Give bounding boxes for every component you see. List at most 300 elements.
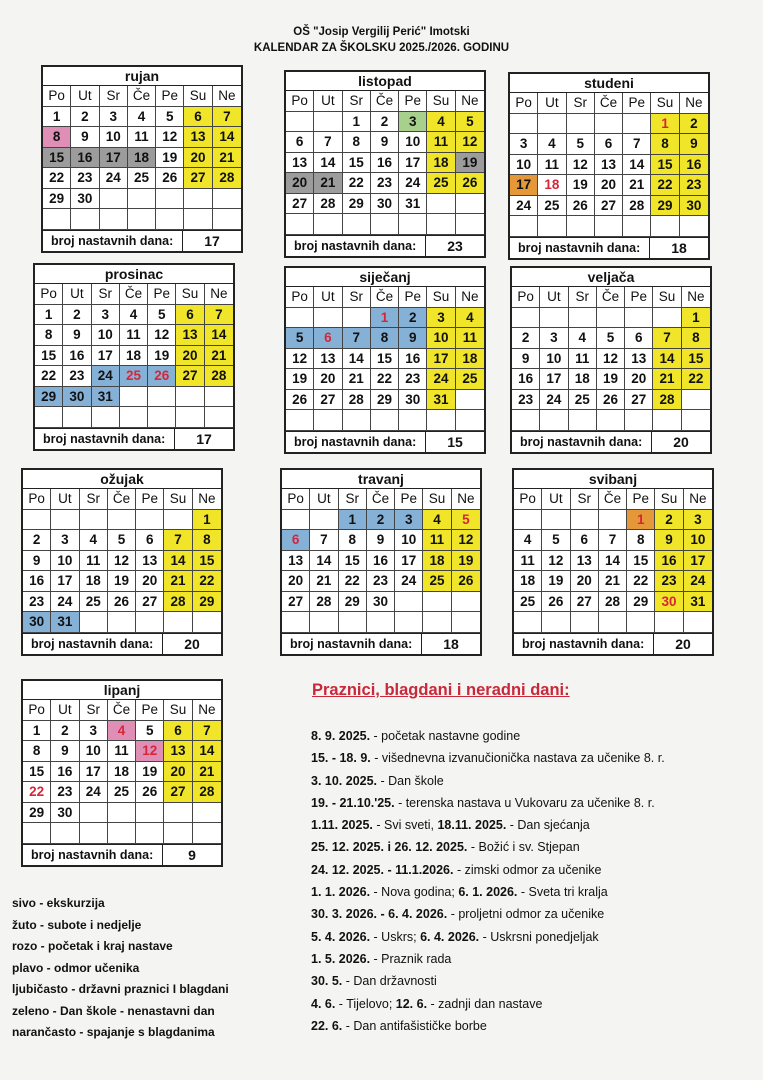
weekday-header: Ut [540,287,568,308]
empty-cell [108,823,136,844]
weekday-header: Su [655,489,683,510]
day-cell: 13 [136,551,164,572]
weekday-header: Sr [339,489,367,510]
day-cell: 16 [367,551,395,572]
teaching-days-row [282,633,480,654]
day-cell: 24 [540,390,568,411]
day-cell: 17 [510,175,538,196]
holiday-date: 6. 4. 2026. [420,929,480,944]
weekday-header: Su [423,489,451,510]
day-cell: 26 [597,390,625,411]
empty-cell [51,823,79,844]
day-cell: 14 [599,551,627,572]
holiday-description: - zadnji dan nastave [427,996,543,1011]
day-cell: 24 [100,168,128,189]
day-cell: 2 [655,510,683,531]
month-veljaca [510,266,712,454]
empty-cell [205,387,233,408]
day-cell: 20 [184,148,212,169]
weekday-header: Če [108,700,136,721]
color-legend [12,893,229,1044]
day-cell: 22 [35,366,63,387]
day-cell: 18 [569,369,597,390]
weekday-header: Su [176,284,204,305]
day-cell: 7 [213,107,241,128]
day-cell: 5 [286,328,314,349]
empty-cell [193,803,221,824]
day-cell: 2 [23,530,51,551]
day-cell: 14 [164,551,192,572]
holidays-title: Praznici, blagdani i neradni dani: [312,681,570,699]
day-cell: 31 [92,387,120,408]
weekday-header: Če [108,489,136,510]
weekday-header: Su [653,287,681,308]
day-cell: 26 [456,173,484,194]
day-cell: 21 [623,175,651,196]
day-cell: 1 [193,510,221,531]
empty-cell [148,387,176,408]
holiday-description: - višednevna izvanučionička nastava za učenike 8. r. [370,751,665,766]
day-cell: 6 [164,721,192,742]
empty-cell [569,308,597,329]
day-cell: 10 [92,325,120,346]
day-cell: 12 [597,349,625,370]
day-cell: 26 [567,196,595,217]
weekday-header: Če [120,284,148,305]
day-cell: 28 [193,782,221,803]
holiday-item [311,1015,756,1037]
holiday-date: 22. 6. [311,1018,343,1033]
teaching-days-row [286,235,484,256]
legend-item: rozo - početak i kraj nastave [12,939,173,953]
day-cell: 21 [164,571,192,592]
day-cell: 25 [514,592,542,613]
weekday-header: Su [427,287,455,308]
day-cell: 28 [205,366,233,387]
day-cell: 18 [80,571,108,592]
empty-cell [423,612,451,633]
empty-cell [184,189,212,210]
empty-cell [514,612,542,633]
day-cell: 1 [651,114,679,135]
school-name: OŠ "Josip Vergilij Perić" Imotski [293,26,470,38]
empty-cell [80,803,108,824]
day-cell: 9 [23,551,51,572]
day-cell: 26 [136,782,164,803]
holiday-date: 19. - 21.10.'25. [311,795,395,810]
teaching-days-row [43,230,241,251]
empty-cell [136,803,164,824]
day-cell: 4 [423,510,451,531]
day-cell: 18 [423,551,451,572]
day-cell: 22 [627,571,655,592]
month-name: rujan [43,67,241,86]
empty-cell [23,510,51,531]
teaching-days-count: 23 [447,237,463,254]
day-cell: 24 [92,366,120,387]
day-cell: 23 [63,366,91,387]
empty-cell [314,214,342,235]
empty-cell [136,823,164,844]
day-cell: 8 [627,530,655,551]
weekday-header: Po [23,489,51,510]
day-cell: 23 [399,369,427,390]
day-cell: 18 [128,148,156,169]
day-cell: 7 [314,132,342,153]
day-cell: 24 [80,782,108,803]
holiday-date: 8. 9. 2025. [311,729,371,743]
day-cell: 19 [156,148,184,169]
day-cell: 18 [538,175,566,196]
day-cell: 22 [43,168,71,189]
day-cell: 22 [682,369,710,390]
weekday-header: Po [514,489,542,510]
day-cell: 18 [108,762,136,783]
day-cell: 30 [367,592,395,613]
day-cell: 8 [43,127,71,148]
holiday-description: - Božić i sv. Stjepan [467,840,580,855]
day-cell: 12 [456,132,484,153]
holiday-date: 6. 1. 2026. [458,885,518,900]
weekday-header: Ut [51,700,79,721]
day-cell: 3 [427,308,455,329]
empty-cell [542,510,570,531]
day-cell: 15 [343,153,371,174]
empty-cell [653,308,681,329]
day-cell: 4 [427,112,455,133]
holiday-description: - Svi sveti, [372,818,438,833]
empty-cell [682,390,710,411]
day-cell: 8 [35,325,63,346]
day-cell: 3 [100,107,128,128]
day-cell: 14 [653,349,681,370]
empty-cell [456,410,484,431]
day-cell: 27 [595,196,623,217]
day-cell: 15 [339,551,367,572]
empty-cell [205,407,233,428]
weekday-header: Ne [193,489,221,510]
empty-cell [128,189,156,210]
teaching-days-label: broj nastavnih dana: [514,634,654,654]
teaching-days-count: 18 [443,635,459,652]
holiday-description: - Sveta tri kralja [517,885,608,900]
day-cell: 2 [63,305,91,326]
empty-cell [120,407,148,428]
day-cell: 20 [571,571,599,592]
day-cell: 22 [371,369,399,390]
weekday-header: Ut [310,489,338,510]
month-name: listopad [286,72,484,91]
day-cell: 30 [655,592,683,613]
weekday-header: Ne [684,489,712,510]
weekday-header: Su [164,489,192,510]
day-grid [286,287,484,431]
empty-cell [599,612,627,633]
month-name: veljača [512,268,710,287]
day-cell: 30 [23,612,51,633]
empty-cell [427,214,455,235]
empty-cell [623,216,651,237]
day-cell: 31 [51,612,79,633]
holiday-description: - Uskrs; [370,929,421,944]
empty-cell [423,592,451,613]
day-cell: 30 [51,803,79,824]
day-cell: 24 [510,196,538,217]
day-cell: 28 [314,194,342,215]
weekday-header: Če [597,287,625,308]
empty-cell [314,112,342,133]
day-cell: 21 [213,148,241,169]
day-cell: 4 [80,530,108,551]
weekday-header: Su [164,700,192,721]
day-cell: 22 [193,571,221,592]
weekday-header: Po [23,700,51,721]
day-cell: 10 [100,127,128,148]
empty-cell [427,194,455,215]
day-cell: 25 [128,168,156,189]
day-cell: 29 [371,390,399,411]
day-cell: 17 [100,148,128,169]
empty-cell [395,612,423,633]
empty-cell [176,387,204,408]
day-cell: 15 [23,762,51,783]
day-cell: 21 [205,346,233,367]
day-cell: 28 [653,390,681,411]
holiday-item [311,836,756,858]
day-cell: 13 [286,153,314,174]
teaching-days-count: 17 [196,430,212,447]
weekday-header: Ne [680,93,708,114]
day-cell: 29 [651,196,679,217]
weekday-header: Sr [92,284,120,305]
holiday-date: 5. 4. 2026. [311,929,371,944]
empty-cell [653,410,681,431]
weekday-header: Sr [567,93,595,114]
empty-cell [540,308,568,329]
holiday-item [311,926,756,948]
teaching-days-count: 20 [673,433,689,450]
empty-cell [164,803,192,824]
weekday-header: Sr [80,700,108,721]
day-cell: 6 [571,530,599,551]
holiday-item [311,948,756,970]
day-cell: 16 [680,155,708,176]
day-cell: 21 [314,173,342,194]
day-cell: 12 [156,127,184,148]
day-cell: 25 [456,369,484,390]
day-cell: 9 [71,127,99,148]
day-cell: 12 [108,551,136,572]
weekday-header: Sr [571,489,599,510]
weekday-header: Ut [538,93,566,114]
day-cell: 16 [71,148,99,169]
day-cell: 1 [23,721,51,742]
day-cell: 11 [456,328,484,349]
day-cell: 10 [427,328,455,349]
day-cell: 29 [627,592,655,613]
weekday-header: Su [184,86,212,107]
weekday-header: Ne [452,489,480,510]
holiday-item [311,993,756,1015]
teaching-days-row [514,633,712,654]
holiday-description: - Dan antifašističke borbe [342,1018,487,1033]
day-cell: 11 [128,127,156,148]
empty-cell [680,216,708,237]
empty-cell [655,612,683,633]
weekday-header: Ut [63,284,91,305]
empty-cell [286,308,314,329]
day-cell: 16 [512,369,540,390]
empty-cell [310,510,338,531]
empty-cell [595,216,623,237]
empty-cell [571,510,599,531]
empty-cell [339,612,367,633]
holiday-date: 12. 6. [395,996,428,1011]
holiday-date: 24. 12. 2025. - 11.1.2026. [311,862,454,877]
weekday-header: Pe [627,489,655,510]
day-cell: 20 [286,173,314,194]
day-cell: 1 [43,107,71,128]
day-cell: 11 [120,325,148,346]
weekday-header: Ut [314,91,342,112]
holiday-description: - Praznik rada [370,951,452,966]
day-cell: 8 [193,530,221,551]
day-cell: 29 [193,592,221,613]
day-cell: 29 [35,387,63,408]
day-cell: 7 [205,305,233,326]
day-cell: 5 [542,530,570,551]
empty-cell [542,612,570,633]
day-cell: 28 [599,592,627,613]
day-grid [510,93,708,237]
calendar-header [0,24,763,56]
day-cell: 7 [310,530,338,551]
empty-cell [651,216,679,237]
day-cell: 15 [43,148,71,169]
empty-cell [148,407,176,428]
teaching-days-row [23,844,221,865]
holiday-date: 4. 6. [311,996,336,1011]
teaching-days-row [510,237,708,258]
day-cell: 14 [310,551,338,572]
holiday-date: 18.11. 2025. [437,818,507,833]
day-grid [43,86,241,230]
weekday-header: Pe [399,287,427,308]
day-cell: 11 [514,551,542,572]
empty-cell [512,410,540,431]
day-cell: 25 [538,196,566,217]
legend-item: žuto - subote i nedjelje [12,917,142,932]
empty-cell [627,612,655,633]
empty-cell [456,390,484,411]
empty-cell [156,189,184,210]
day-cell: 19 [452,551,480,572]
calendar-title: KALENDAR ZA ŠKOLSKU 2025./2026. GODINU [253,42,510,54]
day-cell: 20 [282,571,310,592]
empty-cell [314,308,342,329]
day-cell: 14 [213,127,241,148]
day-cell: 5 [156,107,184,128]
weekday-header: Ne [205,284,233,305]
day-cell: 1 [627,510,655,531]
day-cell: 29 [23,803,51,824]
day-cell: 7 [343,328,371,349]
day-cell: 6 [136,530,164,551]
empty-cell [367,612,395,633]
empty-cell [314,410,342,431]
day-cell: 1 [339,510,367,531]
teaching-days-row [512,431,710,452]
weekday-header: Ne [193,700,221,721]
day-cell: 16 [51,762,79,783]
day-cell: 21 [343,369,371,390]
day-cell: 11 [427,132,455,153]
empty-cell [395,592,423,613]
day-cell: 9 [63,325,91,346]
day-cell: 6 [184,107,212,128]
day-cell: 19 [567,175,595,196]
teaching-days-count: 15 [447,433,463,450]
empty-cell [427,410,455,431]
weekday-header: Su [427,91,455,112]
day-cell: 10 [684,530,712,551]
empty-cell [100,189,128,210]
day-cell: 17 [427,349,455,370]
day-cell: 25 [108,782,136,803]
empty-cell [164,823,192,844]
day-cell: 17 [684,551,712,572]
empty-cell [71,209,99,230]
day-cell: 6 [282,530,310,551]
holiday-description: - Nova godina; [370,885,459,900]
day-cell: 25 [80,592,108,613]
day-cell: 27 [164,782,192,803]
holiday-item [311,814,756,836]
empty-cell [164,612,192,633]
month-travanj [280,468,482,656]
weekday-header: Ut [542,489,570,510]
day-cell: 13 [595,155,623,176]
day-cell: 16 [371,153,399,174]
empty-cell [399,214,427,235]
legend-item: narančasto - spajanje s blagdanima [12,1025,215,1039]
day-cell: 11 [108,741,136,762]
weekday-header: Po [35,284,63,305]
weekday-header: Ne [682,287,710,308]
day-cell: 6 [176,305,204,326]
day-cell: 5 [148,305,176,326]
empty-cell [625,308,653,329]
day-cell: 25 [569,390,597,411]
day-cell: 14 [314,153,342,174]
teaching-days-count: 18 [671,239,687,256]
empty-cell [514,510,542,531]
holiday-description: - zimski odmor za učenike [453,862,602,877]
weekday-header: Pe [399,91,427,112]
weekday-header: Po [512,287,540,308]
day-cell: 16 [23,571,51,592]
day-cell: 19 [456,153,484,174]
day-cell: 11 [423,530,451,551]
empty-cell [286,214,314,235]
empty-cell [164,510,192,531]
day-cell: 17 [51,571,79,592]
holiday-item [311,903,756,925]
day-cell: 22 [651,175,679,196]
day-cell: 20 [176,346,204,367]
day-cell: 7 [653,328,681,349]
weekday-header: Pe [156,86,184,107]
